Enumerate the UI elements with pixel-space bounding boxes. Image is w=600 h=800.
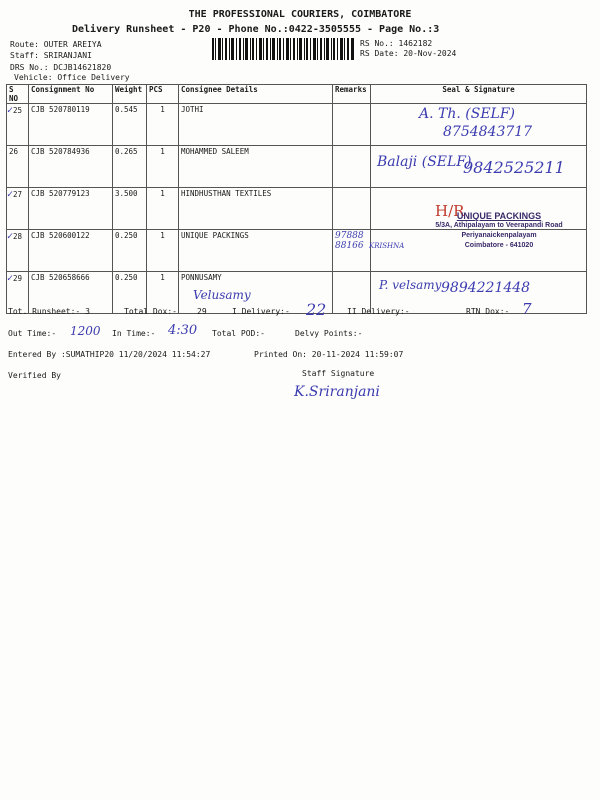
check-mark-icon: ✓ (7, 273, 14, 284)
handwritten-phone: 9894221448 (441, 280, 531, 296)
check-mark-icon: ✓ (7, 189, 14, 200)
tot-runsheet: Tot. Runsheet:- 3 (8, 307, 90, 316)
total-dox-label: Total Dox:- (124, 307, 177, 316)
row-remarks (333, 146, 371, 188)
row-sno: ✓29 (7, 272, 29, 314)
col-header-consignee: Consignee Details (179, 85, 333, 104)
row-pcs: 1 (147, 104, 179, 146)
drs-label: DRS No.: DCJB14621820 (10, 63, 112, 72)
row-sno: ✓27 (7, 188, 29, 230)
out-time-value: 1200 (70, 324, 101, 338)
row-consignment: CJB 520658666 (29, 272, 113, 314)
in-time-label: In Time:- (112, 329, 156, 338)
row-consignment: CJB 520784936 (29, 146, 113, 188)
handwritten-note: Velusamy (193, 288, 251, 302)
rtn-dox-value: 7 (522, 300, 532, 318)
handwritten-hr-mark: H/R (435, 202, 465, 220)
runsheet-subtitle: Delivery Runsheet - P20 - Phone No.:0422-3505555 - Page No.:3 (72, 24, 440, 35)
row-weight: 0.250 (113, 272, 147, 314)
company-stamp (429, 211, 569, 251)
col-header-signature: Seal & Signature (371, 85, 587, 104)
handwritten-signature: A. Th. (SELF) (419, 106, 516, 122)
stamp-title: UNIQUE PACKINGS (456, 211, 542, 221)
row-pcs: 1 (147, 188, 179, 230)
col-header-sno: S NO (7, 85, 29, 104)
col-header-weight: Weight (113, 85, 147, 104)
row-pcs: 1 (147, 146, 179, 188)
row-weight: 0.545 (113, 104, 147, 146)
i-delivery-value: 22 (306, 300, 327, 319)
col-header-pcs: PCS (147, 85, 179, 104)
entered-by: Entered By :SUMATHIP20 11/20/2024 11:54:27 (8, 350, 211, 359)
stamp-line: 5/3A, Athipalayam to Veerapandi Road (435, 222, 563, 229)
stamp-line: Periyanaickenpalayam (461, 232, 537, 239)
row-remarks (333, 104, 371, 146)
row-consignee: PONNUSAMY Velusamy (179, 272, 333, 314)
in-time-value: 4:30 (168, 323, 198, 338)
table-header-row (7, 85, 587, 104)
total-pod-label: Total POD:- (212, 329, 265, 338)
handwritten-signature: Balaji (SELF) (377, 154, 472, 170)
staff-label: Staff: SRIRANJANI (10, 51, 92, 60)
row-pcs: 1 (147, 230, 179, 272)
row-consignee: JOTHI (179, 104, 333, 146)
row-weight: 0.250 (113, 230, 147, 272)
out-time-label: Out Time:- (8, 329, 57, 338)
stamp-line: Coimbatore - 641020 (464, 242, 534, 249)
row-consignee: UNIQUE PACKINGS (179, 230, 333, 272)
printed-on: Printed On: 20-11-2024 11:59:07 (254, 350, 404, 359)
rs-date: RS Date: 20-Nov-2024 (360, 49, 457, 58)
row-consignee: HINDHUSTHAN TEXTILES (179, 188, 333, 230)
row-signature (371, 146, 587, 188)
ii-delivery-label: II Delivery:- (347, 307, 410, 316)
col-header-remarks: Remarks (333, 85, 371, 104)
row-weight: 0.265 (113, 146, 147, 188)
rs-number: RS No.: 1462182 (360, 39, 433, 48)
check-mark-icon: ✓ (7, 231, 14, 242)
staff-signature-hand: K.Sriranjani (294, 384, 380, 400)
handwritten-signature: KRISHNA (369, 242, 405, 250)
row-consignment: CJB 520600122 (29, 230, 113, 272)
check-mark-icon: ✓ (7, 105, 14, 116)
handwritten-phone: 8754843717 (443, 124, 533, 140)
row-consignee: MOHAMMED SALEEM (179, 146, 333, 188)
staff-signature-label: Staff Signature (302, 369, 375, 378)
table-row (7, 146, 587, 188)
row-consignment: CJB 520780119 (29, 104, 113, 146)
handwritten-phone: 9842525211 (463, 158, 565, 177)
col-header-consignment: Consignment No (29, 85, 113, 104)
route-label: Route: OUTER AREIYA (10, 40, 102, 49)
company-title: THE PROFESSIONAL COURIERS, COIMBATORE (188, 9, 412, 20)
runsheet-table (6, 84, 587, 314)
row-signature (371, 104, 587, 146)
rtn-dox-label: RTN Dox:- (466, 307, 510, 316)
total-dox-value: 29 (197, 307, 207, 316)
row-sno: ✓28 (7, 230, 29, 272)
row-weight: 3.500 (113, 188, 147, 230)
row-sno: 26 (7, 146, 29, 188)
row-remarks (333, 188, 371, 230)
i-delivery-label: I Delivery:- (232, 307, 290, 316)
handwritten-signature: P. velsamy (379, 278, 442, 292)
vehicle-label: Vehicle: Office Delivery (14, 73, 130, 82)
barcode-image (212, 38, 354, 60)
table-row (7, 104, 587, 146)
row-consignment: CJB 520779123 (29, 188, 113, 230)
row-sno: ✓25 (7, 104, 29, 146)
verified-by: Verified By (8, 371, 61, 380)
row-remarks: 97888 88166 (333, 230, 371, 272)
row-pcs: 1 (147, 272, 179, 314)
delvy-points-label: Delvy Points:- (295, 329, 363, 338)
